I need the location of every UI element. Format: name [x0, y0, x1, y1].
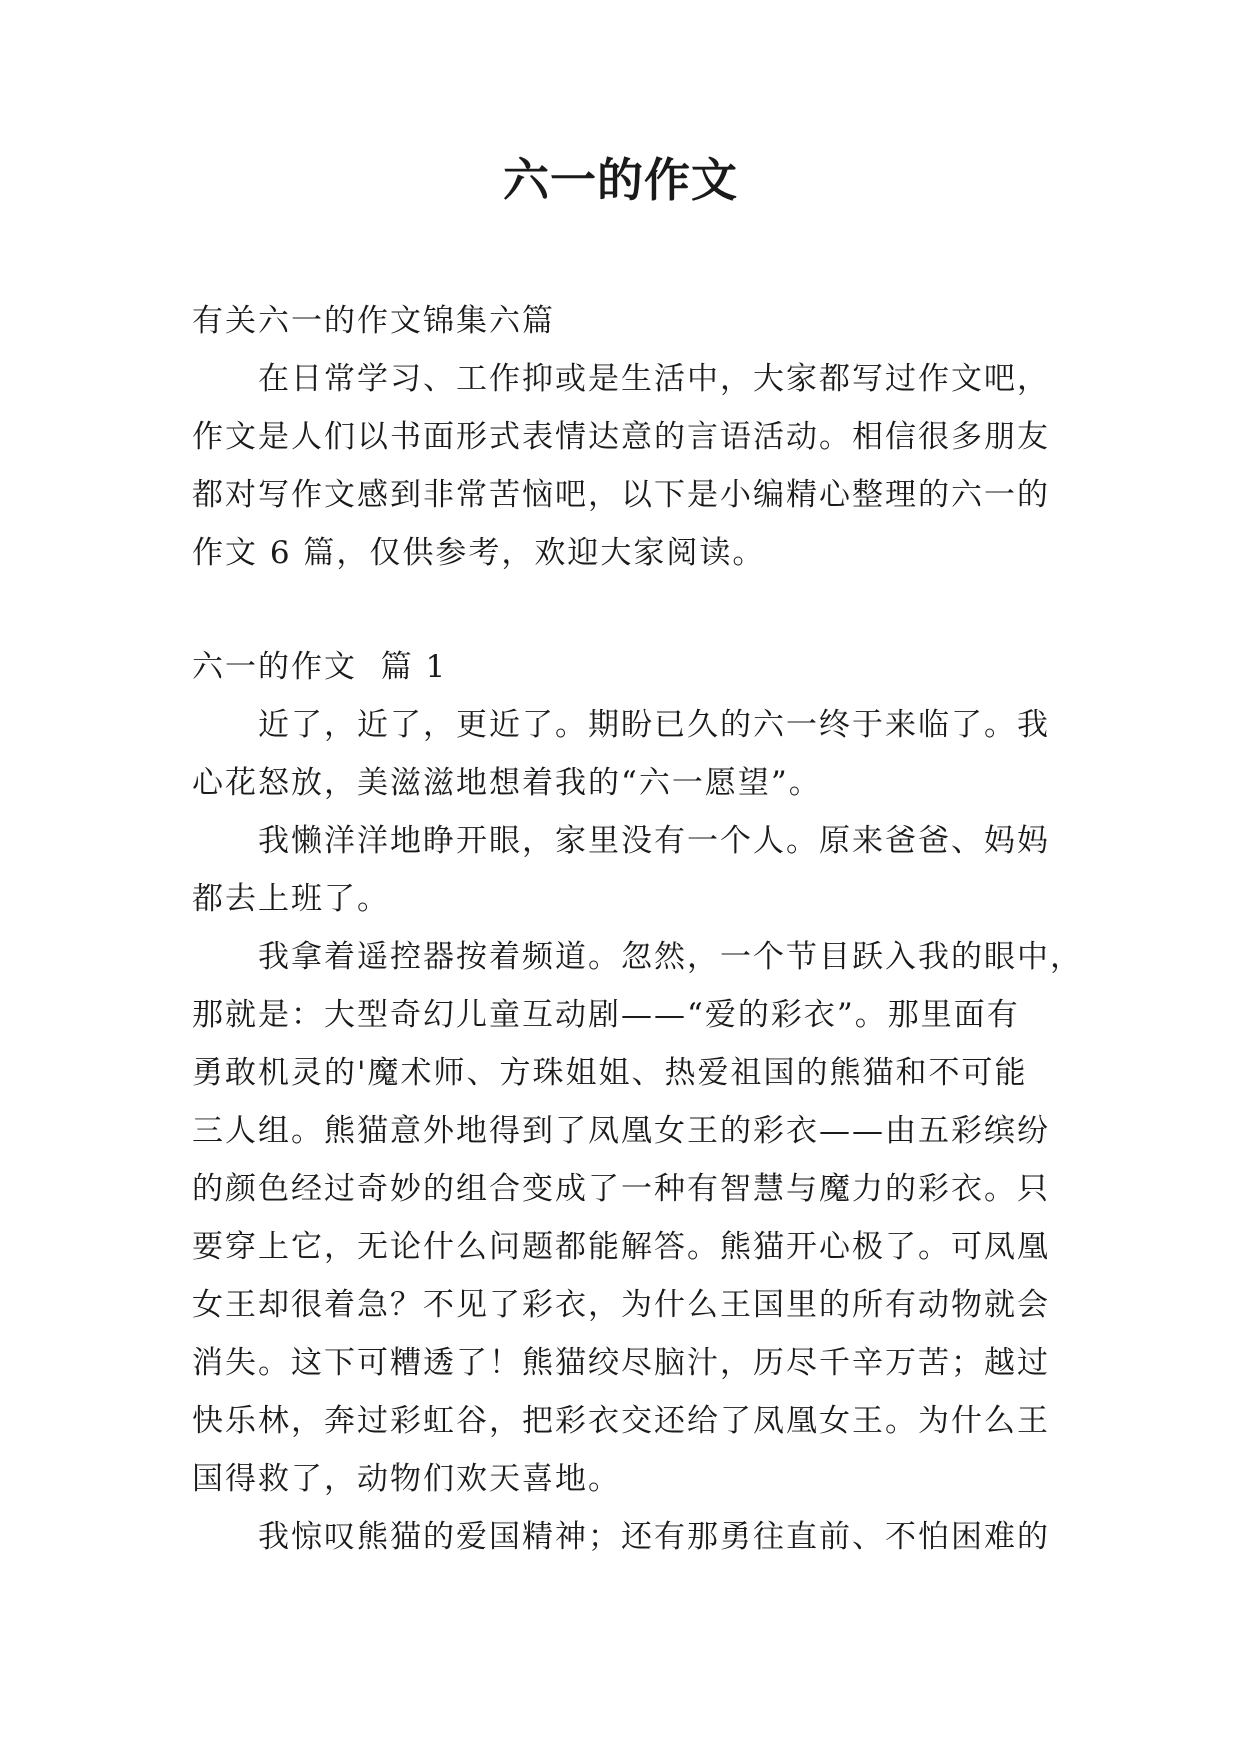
intro-paragraph	[192, 350, 1056, 582]
paragraph-line: 近了，近了，更近了。期盼已久的六一终于来临了。我	[258, 707, 1050, 743]
paragraph-line: 国得救了，动物们欢天喜地。	[192, 1461, 621, 1497]
intro-line: 在日常学习、工作抑或是生活中，大家都写过作文吧，	[258, 361, 1050, 397]
paragraph-line: 都去上班了。	[192, 881, 390, 917]
section-heading: 六一的作文 篇 1	[192, 649, 448, 685]
paragraph-line: 我拿着遥控器按着频道。忽然，一个节目跃入我的眼中，	[258, 939, 1083, 975]
paragraph-line: 的颜色经过奇妙的组合变成了一种有智慧与魔力的彩衣。只	[192, 1171, 1050, 1207]
paragraph-line: 我懒洋洋地睁开眼，家里没有一个人。原来爸爸、妈妈	[258, 823, 1050, 859]
paragraph-line: 那就是：大型奇幻儿童互动剧——“爱的彩衣”。那里面有	[192, 997, 1020, 1033]
paragraph-line: 勇敢机灵的'魔术师、方珠姐姐、热爱祖国的熊猫和不可能	[192, 1055, 1028, 1091]
intro-line: 作文是人们以书面形式表情达意的言语活动。相信很多朋友	[192, 419, 1050, 455]
document-body	[192, 292, 1083, 1566]
paragraph-line: 我惊叹熊猫的爱国精神；还有那勇往直前、不怕困难的	[258, 1519, 1050, 1555]
paragraph-line: 心花怒放，美滋滋地想着我的“六一愿望”。	[192, 765, 822, 801]
paragraph-line: 消失。这下可糟透了！熊猫绞尽脑汁，历尽千辛万苦；越过	[192, 1345, 1050, 1381]
page-title: 六一的作文	[503, 153, 738, 207]
paragraph-line: 女王却很着急？不见了彩衣，为什么王国里的所有动物就会	[192, 1287, 1050, 1323]
section-gap	[192, 582, 1056, 638]
intro-line: 都对写作文感到非常苦恼吧，以下是小编精心整理的六一的	[192, 477, 1050, 513]
paragraph-line: 要穿上它，无论什么问题都能解答。熊猫开心极了。可凤凰	[192, 1229, 1050, 1265]
paragraph	[192, 928, 1083, 1508]
paragraph	[192, 812, 1056, 928]
intro-line: 作文 6 篇，仅供参考，欢迎大家阅读。	[192, 535, 766, 571]
document-subtitle: 有关六一的作文锦集六篇	[192, 303, 555, 339]
paragraph-line: 三人组。熊猫意外地得到了凤凰女王的彩衣——由五彩缤纷	[192, 1113, 1050, 1149]
paragraph	[192, 696, 1056, 812]
paragraph-line: 快乐林，奔过彩虹谷，把彩衣交还给了凤凰女王。为什么王	[192, 1403, 1050, 1439]
paragraph	[192, 1508, 1056, 1566]
